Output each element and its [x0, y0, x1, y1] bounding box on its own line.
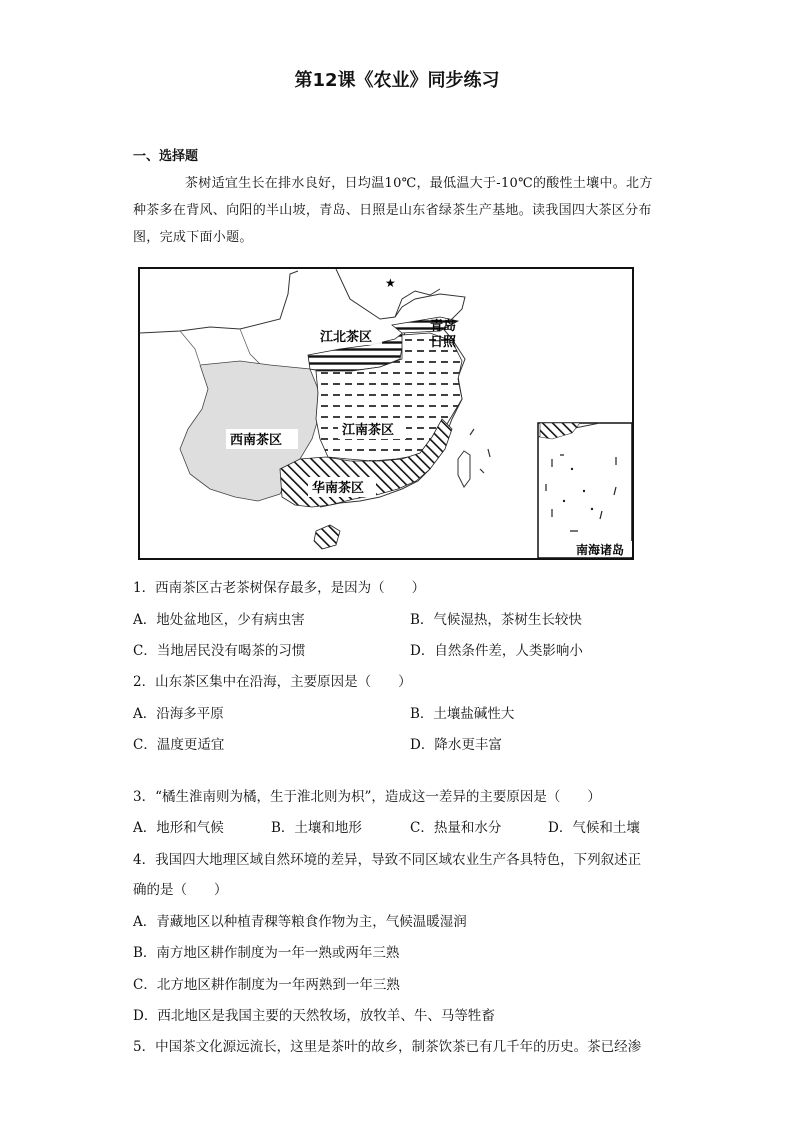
question-4-stem-line-1: 4．我国四大地理区域自然环境的差异，导致不同区域农业生产各具特色，下列叙述正 [133, 852, 642, 868]
question-2-option-a[interactable]: A．沿海多平原 [133, 706, 224, 722]
question-4-stem-line-2: 确的是（ ） [133, 882, 228, 898]
inset-island-dot [583, 490, 585, 492]
hainan-island [314, 525, 340, 549]
label-jiangnan: 江南茶区 [342, 423, 395, 438]
question-2-option-c[interactable]: C．温度更适宜 [133, 737, 225, 753]
north-coast [395, 289, 440, 317]
question-4-option-a[interactable]: A．青藏地区以种植青稞等粮食作物为主，气候温暖湿润 [133, 914, 467, 930]
label-jiangbei: 江北茶区 [320, 330, 373, 345]
label-nanhai: 南海诸岛 [576, 543, 625, 557]
question-3-option-b[interactable]: B．土壤和地形 [271, 820, 362, 836]
question-3-option-d[interactable]: D．气候和土壤 [548, 820, 640, 836]
label-qingdao: 青岛 [430, 319, 457, 334]
question-1-stem: 1．西南茶区古老茶树保存最多，是因为（ ） [133, 580, 426, 596]
question-1-option-c[interactable]: C．当地居民没有喝茶的习惯 [133, 643, 306, 659]
question-3-stem: 3．“橘生淮南则为橘，生于淮北则为枳”，造成这一差异的主要原因是（ ） [133, 789, 601, 805]
capital-star: ★ [385, 276, 396, 290]
question-3-option-c[interactable]: C．热量和水分 [410, 820, 502, 836]
question-2-stem: 2．山东茶区集中在沿海，主要原因是（ ） [133, 674, 412, 690]
section-heading: 一、选择题 [133, 149, 199, 164]
question-2-option-b[interactable]: B．土壤盐碱性大 [410, 706, 515, 722]
map-svg [140, 269, 632, 558]
inset-island-dot [563, 500, 565, 502]
inset-island-dot [591, 508, 593, 510]
label-huanan: 华南茶区 [312, 481, 365, 496]
inset-island-dot [571, 468, 573, 470]
tea-region-map [138, 267, 634, 560]
question-1-option-a[interactable]: A．地处盆地区，少有病虫害 [133, 612, 305, 628]
page-title: 第12课《农业》同步练习 [294, 70, 500, 91]
question-5-stem: 5．中国茶文化源远流长，这里是茶叶的故乡，制茶饮茶已有几千年的历史。茶已经渗 [133, 1039, 642, 1055]
taiwan-island [458, 451, 470, 487]
question-2-option-d[interactable]: D．降水更丰富 [410, 737, 502, 753]
coast-dash-marks [470, 429, 490, 473]
question-4-option-d[interactable]: D．西北地区是我国主要的天然牧场，放牧羊、牛、马等牲畜 [133, 1008, 495, 1024]
label-xinan: 西南茶区 [230, 433, 283, 448]
question-1-option-b[interactable]: B．气候湿热，茶树生长较快 [410, 612, 582, 628]
label-rizhao: 日照 [430, 335, 457, 350]
question-4-option-b[interactable]: B．南方地区耕作制度为一年一熟或两年三熟 [133, 945, 400, 961]
intro-paragraph: 茶树适宜生长在排水良好，日均温10℃，最低温大于-10℃的酸性土壤中。北方种茶多在背风、向阳的半山坡，青岛、日照是山东省绿茶生产基地。读我国四大茶区分布图，完成下面小题。 [133, 176, 653, 245]
question-1-option-d[interactable]: D．自然条件差，人类影响小 [410, 643, 583, 659]
question-3-option-a[interactable]: A．地形和气候 [133, 820, 224, 836]
question-4-option-c[interactable]: C．北方地区耕作制度为一年两熟到一年三熟 [133, 977, 400, 993]
